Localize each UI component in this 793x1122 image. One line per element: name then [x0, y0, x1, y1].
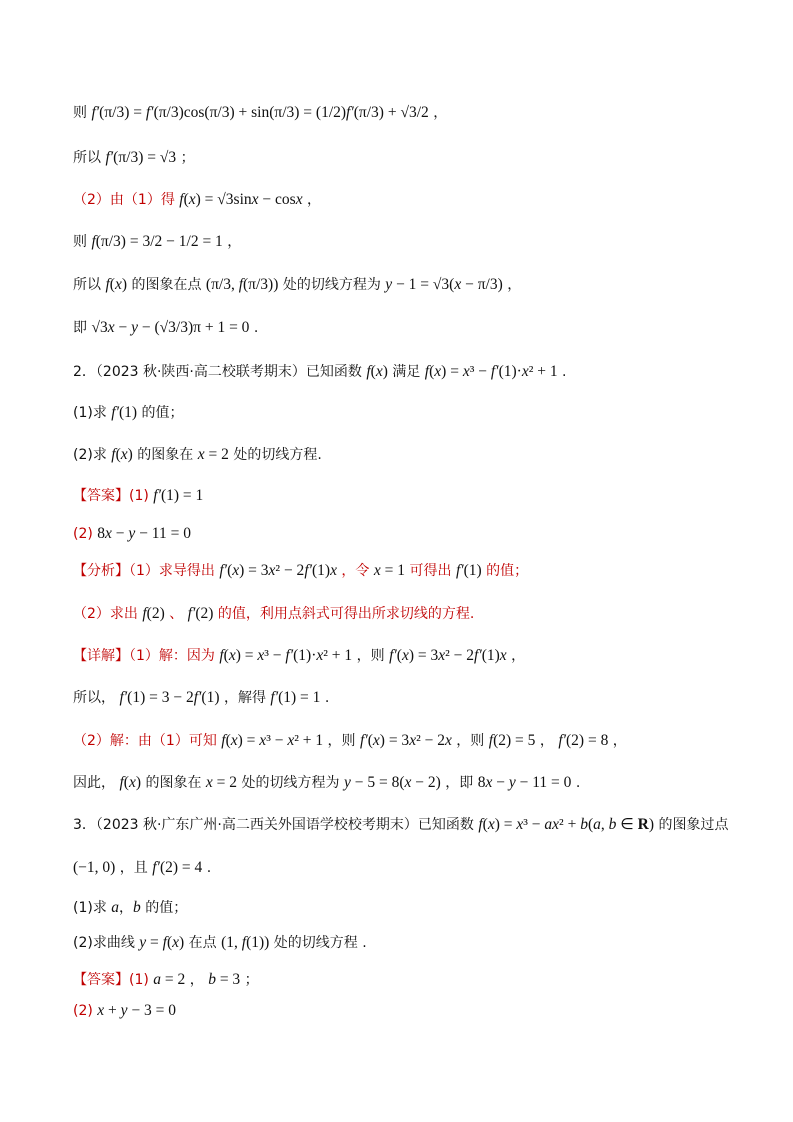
- problem-3-statement-cont: (−1, 0) ，且 f′(2) = 4 .: [73, 859, 212, 876]
- problem-2-detail-4: 因此， f(x) 的图象在 x = 2 处的切线方程为 y − 5 = 8(x − 2) ，即 8x − y − 11 = 0 .: [73, 774, 581, 791]
- problem-2-part-2: (2)求 f(x) 的图象在 x = 2 处的切线方程.: [73, 446, 322, 463]
- solution-line-2: 所以 f′(π/3) = √3 ；: [73, 149, 195, 166]
- problem-3-answer-1: 【答案】(1) a = 2 ， b = 3 ；: [73, 971, 259, 988]
- problem-2-answer-2: (2) 8x − y − 11 = 0: [73, 525, 191, 542]
- problem-2-analysis-2: （2）求出 f(2) 、 f′(2) 的值，利用点斜式可得出所求切线的方程.: [73, 605, 475, 622]
- problem-2-answer-1: 【答案】(1) f′(1) = 1: [73, 487, 204, 504]
- problem-2-analysis-1: 【分析】（1）求导得出 f′(x) = 3x² − 2f′(1)x ，令 x = 1 可得出 f′(1) 的值；: [73, 562, 529, 579]
- problem-3-statement: 3．（2023 秋·广东广州·高二西关外国语学校校考期末）已知函数 f(x) = x³ − ax² + b(a, b ∈ R) 的图象过点: [73, 816, 729, 833]
- solution-line-4: 则 f(π/3) = 3/2 − 1/2 = 1 ，: [73, 233, 242, 250]
- problem-3-part-1: (1)求 a，b 的值；: [73, 899, 188, 916]
- problem-2-statement: 2．（2023 秋·陕西·高二校联考期末）已知函数 f(x) 满足 f(x) = x³ − f′(1)·x² + 1 .: [73, 363, 567, 380]
- problem-2-part-1: (1)求 f′(1) 的值；: [73, 404, 184, 421]
- solution-line-5: 所以 f(x) 的图象在点 (π/3, f(π/3)) 处的切线方程为 y − 1 = √3(x − π/3) ，: [73, 276, 522, 293]
- problem-3-part-2: (2)求曲线 y = f(x) 在点 (1, f(1)) 处的切线方程 .: [73, 934, 367, 951]
- problem-3-answer-2: (2) x + y − 3 = 0: [73, 1002, 177, 1019]
- solution-line-6: 即 √3x − y − (√3/3)π + 1 = 0 .: [73, 319, 259, 336]
- problem-2-detail-1: 【详解】（1）解：因为 f(x) = x³ − f′(1)·x² + 1 ，则 f′(x) = 3x² − 2f′(1)x ，: [73, 647, 526, 664]
- solution-line-3: （2）由（1）得 f(x) = √3sinx − cosx ，: [73, 191, 322, 208]
- problem-2-detail-3: （2）解：由（1）可知 f(x) = x³ − x² + 1 ，则 f′(x) = 3x² − 2x ，则 f(2) = 5 ， f′(2) = 8 ，: [73, 732, 627, 749]
- solution-line-1: 则 f′(π/3) = f′(π/3)cos(π/3) + sin(π/3) = (1/2)f′(π/3) + √3/2 ，: [73, 104, 448, 121]
- problem-2-detail-2: 所以， f′(1) = 3 − 2f′(1) ，解得 f′(1) = 1 .: [73, 689, 330, 706]
